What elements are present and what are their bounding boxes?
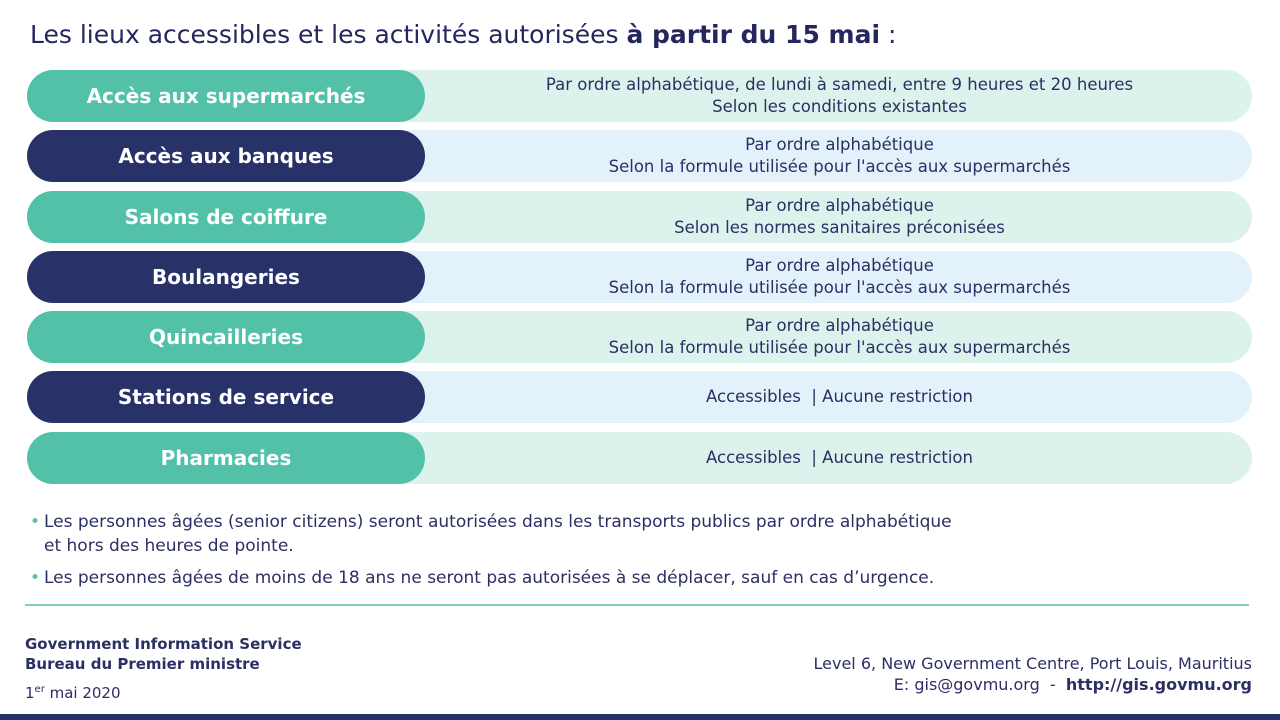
row-detail-line2: Selon les conditions existantes	[712, 97, 967, 116]
row-detail-line1: Par ordre alphabétique	[745, 195, 934, 215]
row-details	[387, 130, 1252, 182]
contact-line	[814, 674, 1252, 695]
bullet-icon: •	[30, 512, 41, 532]
note-line2: et hors des heures de pointe.	[44, 536, 294, 556]
row-details	[387, 70, 1252, 122]
row-coiffure	[27, 191, 1252, 243]
row-detail-line2: Selon la formule utilisée pour l'accès aux supermarchés	[608, 277, 1071, 297]
date-day: 1	[25, 684, 35, 702]
date-rest: mai 2020	[44, 684, 121, 702]
title-suffix: :	[880, 20, 897, 49]
row-details	[387, 191, 1252, 243]
divider	[25, 604, 1249, 606]
row-detail-line2: Selon la formule utilisée pour l'accès aux supermarchés	[608, 157, 1071, 177]
title-normal: Les lieux accessibles et les activités autorisées	[30, 20, 627, 49]
row-supermarches	[27, 70, 1252, 122]
row-details	[387, 311, 1252, 363]
note-line1: Les personnes âgées (senior citizens) seront autorisées dans les transports publics par ordre alphabétique	[44, 512, 952, 532]
row-label: Boulangeries	[27, 251, 425, 303]
row-label: Salons de coiffure	[27, 191, 425, 243]
row-details	[387, 251, 1252, 303]
row-detail-line1: Par ordre alphabétique	[745, 135, 934, 155]
note-item	[30, 566, 1250, 590]
note-line1: Les personnes âgées de moins de 18 ans ne seront pas autorisées à se déplacer, sauf en cas d’urgence.	[44, 568, 935, 588]
row-boulangeries	[27, 251, 1252, 303]
note-item	[30, 510, 1250, 558]
row-label: Stations de service	[27, 371, 425, 423]
website-link[interactable]: http://gis.govmu.org	[1065, 675, 1252, 694]
row-detail-line1: Accessibles | Aucune restriction	[706, 447, 973, 467]
address: Level 6, New Government Centre, Port Louis, Mauritius	[813, 654, 1252, 673]
row-label: Accès aux banques	[27, 130, 425, 182]
notes-list	[30, 510, 1250, 598]
row-label: Quincailleries	[27, 311, 425, 363]
row-label: Pharmacies	[27, 432, 425, 484]
date-suffix: er	[34, 684, 45, 695]
row-detail-line1: Par ordre alphabétique	[745, 255, 934, 275]
row-detail-line2: Selon les normes sanitaires préconisées	[674, 217, 1005, 237]
publish-date	[25, 680, 302, 703]
bottom-bar	[0, 714, 1280, 720]
row-detail-line1: Par ordre alphabétique	[745, 316, 934, 336]
row-detail-line1: Accessibles | Aucune restriction	[706, 387, 973, 407]
rules-table	[27, 70, 1252, 492]
row-stations	[27, 371, 1252, 423]
row-pharmacies	[27, 432, 1252, 484]
org-name: Government Information Service	[25, 635, 302, 653]
page-title	[30, 20, 896, 49]
row-banques	[27, 130, 1252, 182]
row-details	[387, 432, 1252, 484]
row-quincailleries	[27, 311, 1252, 363]
footer-contact	[814, 653, 1252, 695]
row-detail-line2: Selon la formule utilisée pour l'accès aux supermarchés	[608, 338, 1071, 358]
email: E: gis@govmu.org	[893, 675, 1040, 694]
org-office: Bureau du Premier ministre	[25, 655, 260, 673]
footer-org	[25, 634, 302, 703]
separator: -	[1039, 675, 1066, 694]
row-details	[387, 371, 1252, 423]
title-date: à partir du 15 mai	[626, 20, 881, 49]
row-detail-line1: Par ordre alphabétique, de lundi à samedi, entre 9 heures et 20 heures	[545, 75, 1134, 94]
bullet-icon: •	[30, 568, 41, 588]
row-label: Accès aux supermarchés	[27, 70, 425, 122]
